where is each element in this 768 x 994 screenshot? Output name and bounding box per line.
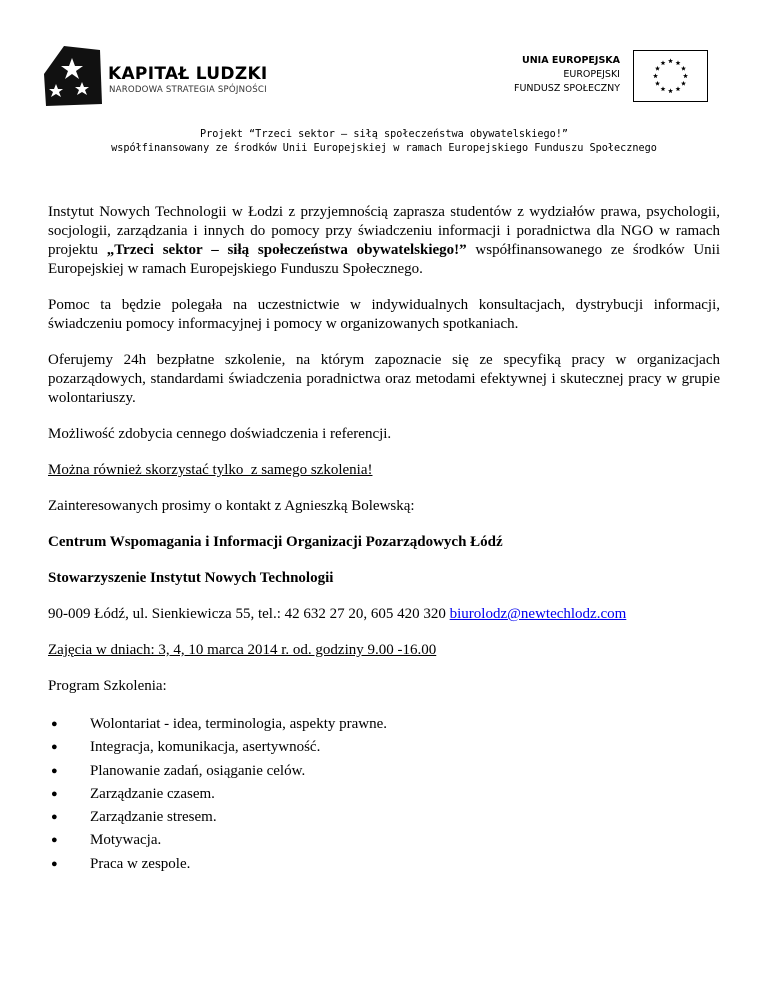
intro-project-name: „Trzeci sektor – siłą społeczeństwa obywatelskiego!” bbox=[106, 242, 467, 258]
eu-flag-icon bbox=[633, 50, 708, 102]
eu-fund-line1: EUROPEJSKI bbox=[563, 69, 620, 80]
program-list bbox=[48, 715, 720, 878]
dates-line: Zajęcia w dniach: 3, 4, 10 marca 2014 r. od. godziny 9.00 -16.00 bbox=[48, 642, 437, 658]
address-text: 90-009 Łódź, ul. Sienkiewicza 55, tel.: 42 632 27 20, 605 420 320 bbox=[48, 606, 450, 622]
list-item: ● Zarządzanie czasem. bbox=[48, 785, 720, 808]
project-header bbox=[0, 128, 768, 156]
program-title: Program Szkolenia: bbox=[48, 678, 167, 694]
document-body bbox=[48, 203, 720, 878]
list-item: ● Zarządzanie stresem. bbox=[48, 808, 720, 831]
eu-logo bbox=[508, 50, 708, 104]
project-funding: współfinansowany ze środków Unii Europejskiej w ramach Europejskiego Funduszu Społecznego bbox=[111, 143, 657, 154]
intro-text-1: Instytut Nowych Technologii w Łodzi z przyjemnością zaprasza studentów z wydziałów prawa, psychologii, socjologii, zarządzania i innych do pomocy przy świadczeniu informacji i poradnictwa dla NGO w ramach projektu bbox=[48, 204, 720, 258]
address-line bbox=[48, 605, 720, 624]
org-association-name: Stowarzyszenie Instytut Nowych Technologii bbox=[48, 570, 334, 586]
list-item: ● Planowanie zadań, osiąganie celów. bbox=[48, 762, 720, 785]
list-item: ● Motywacja. bbox=[48, 831, 720, 854]
intro-text-2: współfinansowanego ze środków Unii Europejskiej w ramach Europejskiego Funduszu Społecznego. bbox=[48, 242, 721, 277]
list-item: ● Praca w zespole. bbox=[48, 855, 720, 878]
list-item: ● Integracja, komunikacja, asertywność. bbox=[48, 738, 720, 761]
kapital-ludzki-subtitle: NARODOWA STRATEGIA SPÓJNOŚCI bbox=[109, 85, 267, 95]
org-centre-name: Centrum Wspomagania i Informacji Organizacji Pozarządowych Łódź bbox=[48, 534, 503, 550]
training-only-note: Można również skorzystać tylko z samego szkolenia! bbox=[48, 462, 373, 478]
list-item: ● Wolontariat - idea, terminologia, aspekty prawne. bbox=[48, 715, 720, 738]
kapital-ludzki-title: KAPITAŁ LUDZKI bbox=[108, 64, 268, 84]
offer-paragraph: Oferujemy 24h bezpłatne szkolenie, na którym zapoznacie się ze specyfiką pracy w organizacjach pozarządowych, standardami świadczenia poradnictwa oraz metodami efektywnej i skutecznej pracy w grupie wolontariuszy. bbox=[48, 352, 720, 406]
eu-fund-line2: FUNDUSZ SPOŁECZNY bbox=[514, 83, 620, 94]
help-paragraph: Pomoc ta będzie polegała na uczestnictwie w indywidualnych konsultacjach, dystrybucji informacji, świadczeniu pomocy informacyjnej i pomocy w organizowanych spotkaniach. bbox=[48, 297, 720, 332]
project-title: Projekt “Trzeci sektor – siłą społeczeństwa obywatelskiego!” bbox=[199, 129, 568, 140]
kapital-ludzki-logo bbox=[42, 44, 272, 108]
org-association bbox=[48, 569, 720, 588]
kapital-ludzki-emblem-icon bbox=[42, 44, 104, 108]
email-link[interactable]: biurolodz@newtechlodz.com bbox=[449, 606, 627, 622]
org-centre bbox=[48, 533, 720, 552]
eu-text-block bbox=[514, 54, 620, 96]
eu-name: UNIA EUROPEJSKA bbox=[522, 55, 620, 66]
intro-paragraph bbox=[48, 203, 720, 279]
contact-paragraph: Zainteresowanych prosimy o kontakt z Agnieszką Bolewską: bbox=[48, 498, 415, 514]
experience-paragraph: Możliwość zdobycia cennego doświadczenia i referencji. bbox=[48, 426, 392, 442]
